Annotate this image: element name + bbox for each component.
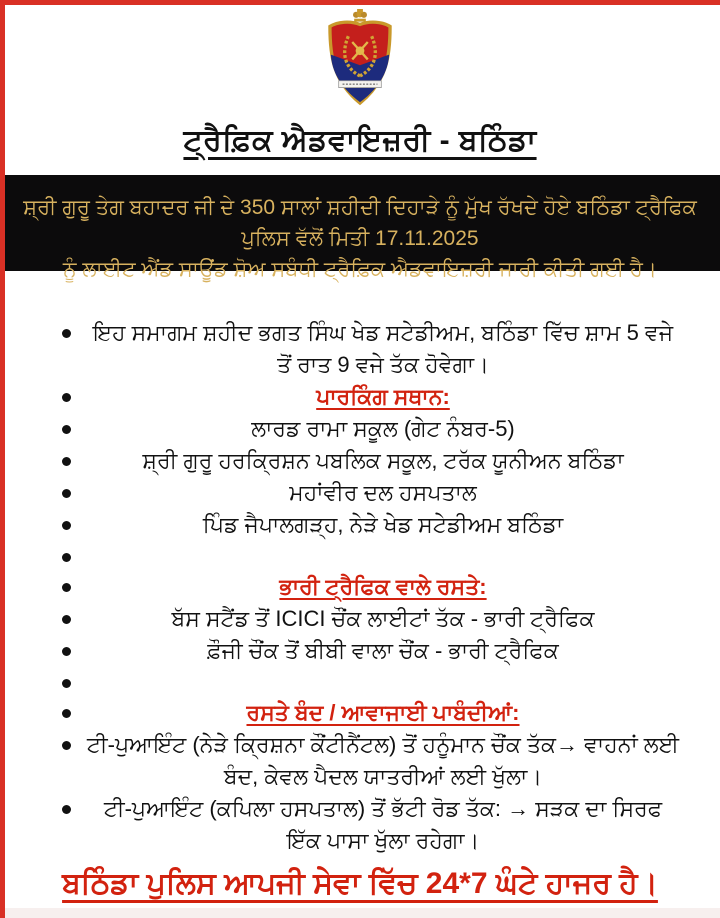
left-red-border — [0, 0, 5, 918]
event-banner — [0, 175, 720, 281]
footer-service-note: ਬਠਿੰਡਾ ਪੁਲਿਸ ਆਪਜੀ ਸੇਵਾ ਵਿੱਚ 24*7 ਘੰਟੇ ਹਾਜਰ ਹੈ। — [62, 867, 658, 900]
banner-line-2: ਨੂੰ ਲਾਈਟ ਐਂਡ ਸਾਊਂਡ ਸ਼ੋਅ ਸਬੰਧੀ ਟ੍ਰੈਫ਼ਿਕ ਐਡਵਾਇਜ਼ਰੀ ਜਾਰੀ ਕੀਤੀ ਗਈ ਹੈ। — [62, 258, 658, 281]
ashoka-capitol-icon — [353, 9, 367, 22]
list-item-closure-1: ਟੀ-ਪੁਆਇੰਟ (ਨੇੜੇ ਕ੍ਰਿਸ਼ਨਾ ਕੌਂਟੀਨੈਂਟਲ) ਤੋਂ ਹਨੂੰਮਾਨ ਚੌਂਕ ਤੱਕ→ ਵਾਹਨਾਂ ਲਈ ਬੰਦ, ਕੇਵਲ ਪੈਦਲ ਯਾਤਰੀਆਂ ਲਈ ਖੁੱਲਾ। — [28, 729, 706, 793]
shield-icon — [330, 22, 390, 103]
heavy-traffic-section-heading: ਭਾਰੀ ਟ੍ਰੈਫਿਕ ਵਾਲੇ ਰਸਤੇ: — [28, 571, 706, 603]
punjab-police-badge-svg — [321, 9, 399, 106]
list-item-empty — [28, 541, 706, 571]
list-item-parking-3: ਮਹਾਂਵੀਰ ਦਲ ਹਸਪਤਾਲ — [28, 477, 706, 509]
bottom-strip — [0, 908, 720, 918]
banner-line-1: ਸ਼੍ਰੀ ਗੁਰੂ ਤੇਗ ਬਹਾਦਰ ਜੀ ਦੇ 350 ਸਾਲਾਂ ਸ਼ਹੀਦੀ ਦਿਹਾੜੇ ਨੂੰ ਮੁੱਖ ਰੱਖਦੇ ਹੋਏ ਬਠਿੰਡਾ ਟ੍ਰੈਫਿਕ ਪੁਲਿਸ ਵੱਲੋਂ ਮਿਤੀ 17.11.2025 — [23, 196, 697, 250]
advisory-list — [28, 317, 706, 857]
list-item-parking-2: ਸ਼੍ਰੀ ਗੁਰੂ ਹਰਕ੍ਰਿਸ਼ਨ ਪਬਲਿਕ ਸਕੂਲ, ਟਰੱਕ ਯੂਨੀਅਨ ਬਠਿੰਡਾ — [28, 445, 706, 477]
list-item-heavy-traffic-2: ਫ਼ੌਜੀ ਚੌਂਕ ਤੋਂ ਬੀਬੀ ਵਾਲਾ ਚੌਂਕ - ਭਾਰੀ ਟ੍ਰੈਫਿਕ — [28, 635, 706, 667]
page-title: ਟ੍ਰੈਫ਼ਿਕ ਐਡਵਾਇਜ਼ਰੀ - ਬਠਿੰਡਾ — [183, 124, 537, 157]
list-item-heavy-traffic-1: ਬੱਸ ਸਟੈਂਡ ਤੋਂ ICICI ਚੌਂਕ ਲਾਈਟਾਂ ਤੱਕ - ਭਾਰੀ ਟ੍ਰੈਫਿਕ — [28, 603, 706, 635]
poster-header — [0, 0, 720, 158]
scroll-ribbon-icon — [339, 81, 382, 88]
list-item-parking-1: ਲਾਰਡ ਰਾਮਾ ਸਕੂਲ (ਗੇਟ ਨੰਬਰ-5) — [28, 413, 706, 445]
list-item-empty — [28, 667, 706, 697]
parking-section-heading: ਪਾਰਕਿੰਗ ਸਥਾਨ: — [28, 381, 706, 413]
punjab-police-badge-icon — [321, 9, 399, 106]
top-red-border — [0, 0, 720, 5]
list-item-event-info: ਇਹ ਸਮਾਗਮ ਸ਼ਹੀਦ ਭਗਤ ਸਿੰਘ ਖੇਡ ਸਟੇਡੀਅਮ, ਬਠਿੰਡਾ ਵਿੱਚ ਸ਼ਾਮ 5 ਵਜੇ ਤੋਂ ਰਾਤ 9 ਵਜੇ ਤੱਕ ਹੋਵੇਗਾ। — [28, 317, 706, 381]
road-closures-section-heading: ਰਸਤੇ ਬੰਦ / ਆਵਾਜਾਈ ਪਾਬੰਦੀਆਂ: — [28, 697, 706, 729]
list-item-closure-2: ਟੀ-ਪੁਆਇੰਟ (ਕਪਿਲਾ ਹਸਪਤਾਲ) ਤੋਂ ਭੱਟੀ ਰੋਡ ਤੱਕ: → ਸੜਕ ਦਾ ਸਿਰਫ ਇੱਕ ਪਾਸਾ ਖੁੱਲਾ ਰਹੇਗਾ। — [28, 793, 706, 857]
list-item-parking-4: ਪਿੰਡ ਜੈਪਾਲਗੜ੍ਹ, ਨੇੜੇ ਖੇਡ ਸਟੇਡੀਅਮ ਬਠਿੰਡਾ — [28, 509, 706, 541]
